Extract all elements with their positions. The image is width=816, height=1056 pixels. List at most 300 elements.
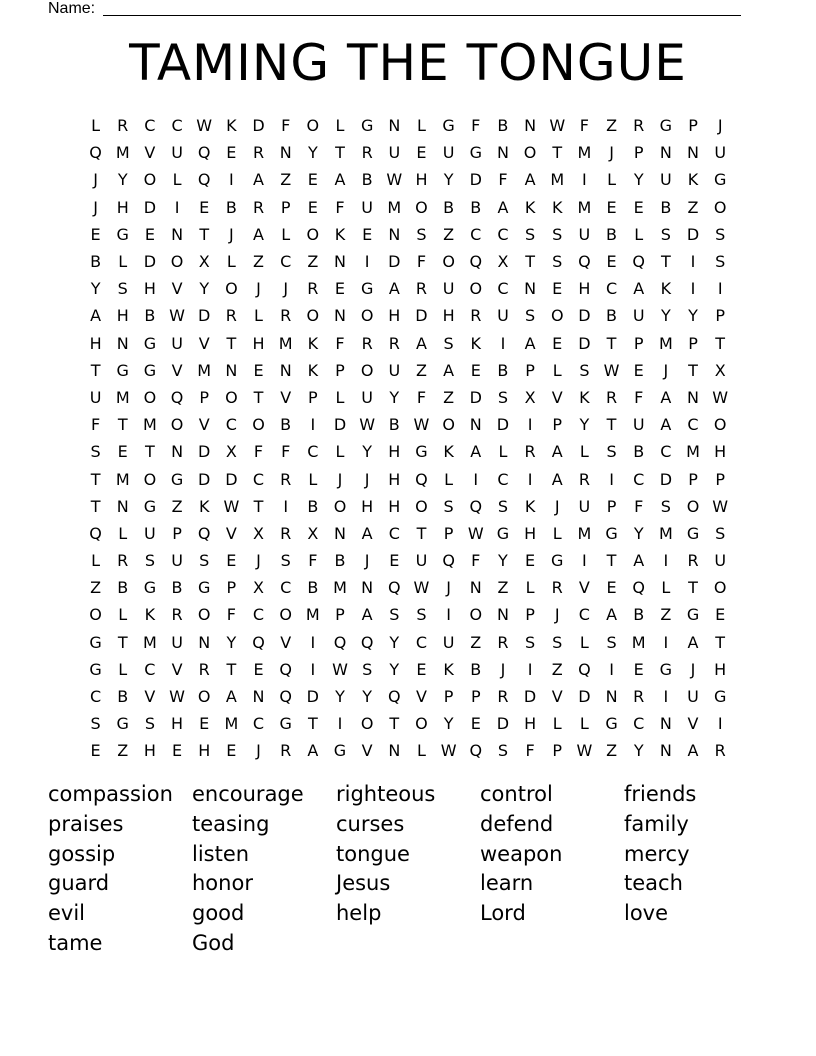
grid-letter[interactable]: E <box>199 714 210 734</box>
grid-letter[interactable]: J <box>690 659 696 679</box>
grid-letter[interactable]: M <box>577 197 592 217</box>
grid-letter[interactable]: A <box>524 170 536 190</box>
grid-letter[interactable]: I <box>717 279 723 299</box>
grid-letter[interactable]: R <box>497 632 509 652</box>
grid-letter[interactable]: Z <box>551 659 563 679</box>
grid-letter[interactable]: N <box>524 116 537 136</box>
grid-letter[interactable]: R <box>198 659 210 679</box>
grid-letter[interactable]: M <box>305 605 320 625</box>
grid-letter[interactable]: G <box>333 741 347 761</box>
grid-letter[interactable]: F <box>471 116 481 136</box>
grid-letter[interactable]: K <box>660 279 672 299</box>
grid-letter[interactable]: J <box>93 170 98 190</box>
grid-letter[interactable]: L <box>335 442 345 462</box>
grid-letter[interactable]: M <box>142 415 157 435</box>
grid-letter[interactable]: S <box>497 387 508 407</box>
grid-letter[interactable]: B <box>606 224 618 244</box>
grid-letter[interactable]: S <box>579 360 590 380</box>
grid-letter[interactable]: N <box>605 687 618 707</box>
grid-letter[interactable]: O <box>306 306 320 326</box>
grid-letter[interactable]: L <box>416 741 426 761</box>
grid-letter[interactable]: C <box>252 714 265 734</box>
grid-letter[interactable]: O <box>469 605 483 625</box>
grid-letter[interactable]: G <box>605 523 618 543</box>
grid-letter[interactable]: L <box>525 578 535 598</box>
grid-letter[interactable]: M <box>224 714 239 734</box>
grid-letter[interactable]: L <box>118 252 128 272</box>
grid-letter[interactable]: G <box>496 523 510 543</box>
grid-letter[interactable]: P <box>688 333 698 353</box>
grid-letter[interactable]: B <box>171 578 183 598</box>
grid-letter[interactable]: F <box>335 333 345 353</box>
grid-letter[interactable]: R <box>633 116 645 136</box>
grid-letter[interactable]: Y <box>688 306 698 326</box>
grid-letter[interactable]: S <box>90 714 101 734</box>
grid-letter[interactable]: N <box>334 523 346 543</box>
grid-letter[interactable]: U <box>442 632 455 652</box>
grid-letter[interactable]: I <box>663 551 669 571</box>
grid-letter[interactable]: N <box>388 741 401 761</box>
grid-letter[interactable]: L <box>91 116 101 136</box>
grid-letter[interactable]: I <box>717 714 723 734</box>
grid-letter[interactable]: D <box>252 116 265 136</box>
grid-letter[interactable]: W <box>169 687 185 707</box>
grid-letter[interactable]: S <box>525 306 536 326</box>
grid-letter[interactable]: N <box>659 741 672 761</box>
grid-letter[interactable]: O <box>333 496 347 516</box>
grid-letter[interactable]: Y <box>389 632 400 652</box>
grid-letter[interactable]: B <box>633 605 645 625</box>
grid-letter[interactable]: T <box>90 360 101 380</box>
grid-letter[interactable]: Q <box>360 632 374 652</box>
grid-letter[interactable]: A <box>497 197 509 217</box>
grid-letter[interactable]: H <box>714 659 727 679</box>
grid-letter[interactable]: Z <box>606 116 618 136</box>
grid-letter[interactable]: L <box>444 469 454 489</box>
grid-letter[interactable]: F <box>579 116 589 136</box>
grid-letter[interactable]: V <box>551 387 563 407</box>
grid-letter[interactable]: N <box>334 252 346 272</box>
grid-letter[interactable]: A <box>660 415 672 435</box>
grid-letter[interactable]: R <box>551 578 563 598</box>
grid-letter[interactable]: F <box>525 741 535 761</box>
grid-letter[interactable]: P <box>335 360 345 380</box>
grid-letter[interactable]: F <box>335 197 345 217</box>
grid-letter[interactable]: T <box>525 252 535 272</box>
grid-letter[interactable]: R <box>470 306 482 326</box>
grid-letter[interactable]: H <box>143 279 156 299</box>
grid-letter[interactable]: J <box>500 659 506 679</box>
grid-letter[interactable]: T <box>389 714 400 734</box>
grid-letter[interactable]: E <box>253 360 264 380</box>
grid-letter[interactable]: M <box>631 632 646 652</box>
grid-letter[interactable]: O <box>550 306 564 326</box>
grid-letter[interactable]: V <box>551 687 563 707</box>
grid-letter[interactable]: A <box>633 551 645 571</box>
grid-letter[interactable]: C <box>280 578 292 598</box>
grid-letter[interactable]: C <box>470 224 482 244</box>
grid-letter[interactable]: P <box>715 469 725 489</box>
grid-letter[interactable]: V <box>280 387 292 407</box>
grid-letter[interactable]: L <box>579 442 589 462</box>
grid-letter[interactable]: R <box>307 279 319 299</box>
grid-letter[interactable]: G <box>605 714 618 734</box>
grid-letter[interactable]: I <box>609 469 614 489</box>
grid-letter[interactable]: I <box>690 252 696 272</box>
grid-letter[interactable]: P <box>335 605 345 625</box>
grid-letter[interactable]: Q <box>170 387 184 407</box>
grid-letter[interactable]: O <box>360 714 374 734</box>
grid-letter[interactable]: R <box>280 306 292 326</box>
grid-letter[interactable]: Q <box>333 632 347 652</box>
grid-letter[interactable]: O <box>415 714 428 734</box>
grid-letter[interactable]: E <box>117 442 128 462</box>
grid-letter[interactable]: I <box>663 632 669 652</box>
grid-letter[interactable]: K <box>579 387 590 407</box>
grid-letter[interactable]: B <box>497 116 509 136</box>
grid-letter[interactable]: I <box>174 197 180 217</box>
grid-letter[interactable]: W <box>603 360 620 380</box>
grid-letter[interactable]: A <box>660 387 672 407</box>
grid-letter[interactable]: R <box>578 469 590 489</box>
grid-letter[interactable]: Y <box>226 632 237 652</box>
grid-letter[interactable]: S <box>416 605 427 625</box>
grid-letter[interactable]: C <box>633 714 645 734</box>
grid-letter[interactable]: V <box>198 333 210 353</box>
grid-letter[interactable]: R <box>280 741 292 761</box>
grid-letter[interactable]: B <box>660 197 672 217</box>
grid-letter[interactable]: C <box>280 252 292 272</box>
grid-letter[interactable]: Y <box>362 442 373 462</box>
grid-letter[interactable]: U <box>714 143 727 163</box>
grid-letter[interactable]: S <box>443 496 454 516</box>
grid-letter[interactable]: Q <box>279 687 292 707</box>
grid-letter[interactable]: C <box>687 415 699 435</box>
grid-letter[interactable]: K <box>443 442 454 462</box>
grid-letter[interactable]: S <box>715 224 726 244</box>
grid-letter[interactable]: S <box>715 523 726 543</box>
grid-letter[interactable]: N <box>279 143 292 163</box>
grid-letter[interactable]: M <box>278 333 293 353</box>
grid-letter[interactable]: O <box>469 279 483 299</box>
grid-letter[interactable]: K <box>443 659 454 679</box>
grid-letter[interactable]: Q <box>632 252 645 272</box>
grid-letter[interactable]: C <box>660 442 672 462</box>
grid-letter[interactable]: W <box>386 170 403 190</box>
grid-letter[interactable]: R <box>252 143 265 163</box>
grid-letter[interactable]: F <box>253 442 264 462</box>
grid-letter[interactable]: F <box>281 116 291 136</box>
grid-letter[interactable]: W <box>169 306 185 326</box>
grid-letter[interactable]: G <box>686 523 700 543</box>
grid-letter[interactable]: B <box>117 687 129 707</box>
grid-letter[interactable]: W <box>467 523 484 543</box>
grid-letter[interactable]: G <box>713 687 727 707</box>
grid-letter[interactable]: C <box>89 687 102 707</box>
grid-letter[interactable]: O <box>197 687 211 707</box>
grid-letter[interactable]: N <box>171 442 184 462</box>
grid-letter[interactable]: W <box>359 415 376 435</box>
grid-letter[interactable]: T <box>117 632 128 652</box>
grid-letter[interactable]: Z <box>117 741 129 761</box>
grid-letter[interactable]: R <box>687 551 699 571</box>
grid-letter[interactable]: U <box>89 387 102 407</box>
grid-letter[interactable]: M <box>115 469 130 489</box>
grid-letter[interactable]: Q <box>252 632 265 652</box>
grid-letter[interactable]: E <box>226 551 237 571</box>
grid-letter[interactable]: R <box>633 687 645 707</box>
grid-letter[interactable]: F <box>226 605 236 625</box>
grid-letter[interactable]: P <box>172 523 182 543</box>
grid-letter[interactable]: G <box>89 659 102 679</box>
grid-letter[interactable]: X <box>253 523 264 543</box>
grid-letter[interactable]: D <box>523 687 537 707</box>
grid-letter[interactable]: B <box>470 659 482 679</box>
grid-letter[interactable]: Z <box>497 578 509 598</box>
grid-letter[interactable]: Y <box>389 659 400 679</box>
grid-letter[interactable]: K <box>334 224 346 244</box>
grid-letter[interactable]: Z <box>307 252 319 272</box>
grid-letter[interactable]: S <box>660 224 671 244</box>
grid-letter[interactable]: O <box>279 605 292 625</box>
grid-letter[interactable]: G <box>116 224 129 244</box>
grid-letter[interactable]: L <box>281 224 291 244</box>
grid-letter[interactable]: H <box>388 306 401 326</box>
grid-letter[interactable]: P <box>226 578 237 598</box>
grid-letter[interactable]: C <box>633 469 645 489</box>
grid-letter[interactable]: C <box>225 415 237 435</box>
grid-letter[interactable]: C <box>578 605 590 625</box>
grid-letter[interactable]: D <box>659 469 673 489</box>
grid-letter[interactable]: D <box>333 415 347 435</box>
grid-letter[interactable]: M <box>577 143 592 163</box>
grid-letter[interactable]: E <box>90 224 101 244</box>
grid-letter[interactable]: U <box>415 551 428 571</box>
grid-letter[interactable]: Q <box>632 578 645 598</box>
grid-letter[interactable]: E <box>307 197 318 217</box>
grid-letter[interactable]: C <box>605 279 618 299</box>
grid-letter[interactable]: D <box>306 687 319 707</box>
grid-letter[interactable]: T <box>552 143 563 163</box>
grid-letter[interactable]: Q <box>469 496 483 516</box>
grid-letter[interactable]: Z <box>443 224 455 244</box>
grid-letter[interactable]: D <box>578 687 591 707</box>
grid-letter[interactable]: F <box>471 551 481 571</box>
grid-letter[interactable]: O <box>415 496 428 516</box>
grid-letter[interactable]: U <box>660 170 672 190</box>
grid-letter[interactable]: A <box>334 170 346 190</box>
grid-letter[interactable]: M <box>333 578 347 598</box>
grid-letter[interactable]: R <box>280 469 292 489</box>
grid-letter[interactable]: C <box>497 279 509 299</box>
grid-letter[interactable]: G <box>170 469 184 489</box>
grid-letter[interactable]: U <box>171 333 183 353</box>
grid-letter[interactable]: G <box>686 605 700 625</box>
grid-letter[interactable]: S <box>144 714 155 734</box>
grid-letter[interactable]: U <box>361 387 373 407</box>
grid-letter[interactable]: L <box>607 170 616 190</box>
grid-letter[interactable]: R <box>225 306 237 326</box>
grid-letter[interactable]: O <box>360 360 374 380</box>
grid-letter[interactable]: Y <box>362 687 373 707</box>
grid-letter[interactable]: P <box>552 741 563 761</box>
grid-letter[interactable]: M <box>387 197 402 217</box>
grid-letter[interactable]: L <box>118 523 128 543</box>
grid-letter[interactable]: U <box>361 197 373 217</box>
grid-letter[interactable]: J <box>364 551 370 571</box>
grid-letter[interactable]: D <box>143 252 157 272</box>
grid-letter[interactable]: E <box>362 224 373 244</box>
grid-letter[interactable]: E <box>416 143 427 163</box>
grid-letter[interactable]: F <box>416 387 427 407</box>
grid-letter[interactable]: T <box>715 333 726 353</box>
grid-letter[interactable]: Y <box>498 551 508 571</box>
grid-letter[interactable]: N <box>116 333 129 353</box>
grid-letter[interactable]: R <box>388 333 400 353</box>
grid-letter[interactable]: Q <box>197 143 211 163</box>
grid-letter[interactable]: D <box>198 469 211 489</box>
grid-letter[interactable]: T <box>307 714 318 734</box>
grid-letter[interactable]: B <box>388 415 400 435</box>
grid-letter[interactable]: N <box>279 360 292 380</box>
grid-letter[interactable]: L <box>579 714 589 734</box>
grid-letter[interactable]: A <box>633 279 645 299</box>
grid-letter[interactable]: B <box>225 197 237 217</box>
grid-letter[interactable]: E <box>226 741 237 761</box>
grid-letter[interactable]: R <box>117 116 129 136</box>
grid-letter[interactable]: S <box>144 551 155 571</box>
grid-letter[interactable]: S <box>606 442 617 462</box>
grid-letter[interactable]: B <box>361 170 373 190</box>
grid-letter[interactable]: P <box>633 143 644 163</box>
grid-letter[interactable]: T <box>606 551 617 571</box>
grid-letter[interactable]: E <box>334 279 346 299</box>
grid-letter[interactable]: Q <box>89 143 102 163</box>
grid-letter[interactable]: K <box>687 170 699 190</box>
grid-letter[interactable]: M <box>550 170 565 190</box>
grid-letter[interactable]: W <box>549 116 566 136</box>
grid-letter[interactable]: U <box>497 306 509 326</box>
grid-letter[interactable]: Y <box>199 279 210 299</box>
grid-letter[interactable]: T <box>90 469 101 489</box>
name-write-line[interactable] <box>103 15 741 16</box>
grid-letter[interactable]: R <box>497 687 509 707</box>
grid-letter[interactable]: G <box>89 632 102 652</box>
grid-letter[interactable]: K <box>524 496 536 516</box>
grid-letter[interactable]: E <box>307 170 318 190</box>
grid-letter[interactable]: Q <box>388 578 401 598</box>
grid-letter[interactable]: U <box>632 415 645 435</box>
grid-letter[interactable]: U <box>442 279 455 299</box>
grid-letter[interactable]: R <box>117 551 129 571</box>
grid-letter[interactable]: G <box>659 116 673 136</box>
grid-letter[interactable]: Q <box>578 659 591 679</box>
grid-letter[interactable]: W <box>413 578 430 598</box>
grid-letter[interactable]: J <box>256 551 261 571</box>
grid-letter[interactable]: K <box>198 496 210 516</box>
grid-letter[interactable]: Z <box>687 197 699 217</box>
grid-letter[interactable]: N <box>252 687 265 707</box>
grid-letter[interactable]: T <box>253 496 264 516</box>
grid-letter[interactable]: O <box>415 197 428 217</box>
grid-letter[interactable]: D <box>198 442 211 462</box>
grid-letter[interactable]: J <box>717 116 723 136</box>
grid-letter[interactable]: S <box>443 333 454 353</box>
grid-letter[interactable]: K <box>307 333 319 353</box>
grid-letter[interactable]: R <box>714 741 726 761</box>
grid-letter[interactable]: H <box>388 442 401 462</box>
grid-letter[interactable]: D <box>198 306 211 326</box>
grid-letter[interactable]: B <box>497 360 509 380</box>
grid-letter[interactable]: I <box>310 632 316 652</box>
grid-letter[interactable]: G <box>659 659 673 679</box>
grid-letter[interactable]: R <box>280 523 292 543</box>
grid-letter[interactable]: V <box>198 415 210 435</box>
grid-letter[interactable]: Q <box>197 523 211 543</box>
grid-letter[interactable]: S <box>416 224 427 244</box>
grid-letter[interactable]: K <box>470 333 482 353</box>
grid-letter[interactable]: N <box>687 143 699 163</box>
grid-letter[interactable]: L <box>634 224 644 244</box>
grid-letter[interactable]: O <box>713 197 727 217</box>
grid-letter[interactable]: Q <box>89 523 102 543</box>
grid-letter[interactable]: H <box>578 279 591 299</box>
grid-letter[interactable]: L <box>661 578 671 598</box>
grid-letter[interactable]: E <box>389 551 400 571</box>
grid-letter[interactable]: P <box>525 360 535 380</box>
grid-letter[interactable]: X <box>497 252 509 272</box>
grid-letter[interactable]: V <box>687 714 699 734</box>
grid-letter[interactable]: I <box>364 252 370 272</box>
grid-letter[interactable]: R <box>252 197 265 217</box>
grid-letter[interactable]: A <box>687 741 699 761</box>
grid-letter[interactable]: Y <box>443 714 454 734</box>
grid-letter[interactable]: G <box>198 578 211 598</box>
grid-letter[interactable]: T <box>226 333 237 353</box>
grid-letter[interactable]: N <box>225 360 238 380</box>
grid-letter[interactable]: M <box>115 143 130 163</box>
grid-letter[interactable]: A <box>443 360 455 380</box>
grid-letter[interactable]: V <box>361 741 373 761</box>
grid-letter[interactable]: Y <box>579 415 590 435</box>
grid-letter[interactable]: D <box>686 224 700 244</box>
grid-letter[interactable]: Z <box>280 170 292 190</box>
grid-letter[interactable]: C <box>497 224 509 244</box>
grid-letter[interactable]: B <box>470 197 482 217</box>
grid-letter[interactable]: E <box>552 333 563 353</box>
grid-letter[interactable]: W <box>196 116 213 136</box>
grid-letter[interactable]: J <box>256 279 261 299</box>
grid-letter[interactable]: H <box>171 714 184 734</box>
grid-letter[interactable]: Z <box>470 632 482 652</box>
grid-letter[interactable]: H <box>116 197 129 217</box>
grid-letter[interactable]: Q <box>442 551 455 571</box>
grid-letter[interactable]: F <box>90 415 101 435</box>
grid-letter[interactable]: P <box>688 469 698 489</box>
grid-letter[interactable]: Z <box>660 605 672 625</box>
grid-letter[interactable]: U <box>632 306 645 326</box>
grid-letter[interactable]: I <box>310 415 316 435</box>
grid-letter[interactable]: D <box>143 197 157 217</box>
grid-letter[interactable]: C <box>252 469 265 489</box>
grid-letter[interactable]: J <box>554 605 560 625</box>
grid-letter[interactable]: B <box>144 306 156 326</box>
grid-letter[interactable]: F <box>416 252 427 272</box>
grid-letter[interactable]: V <box>415 687 427 707</box>
grid-letter[interactable]: S <box>90 442 101 462</box>
grid-letter[interactable]: F <box>634 387 644 407</box>
grid-letter[interactable]: I <box>582 551 587 571</box>
